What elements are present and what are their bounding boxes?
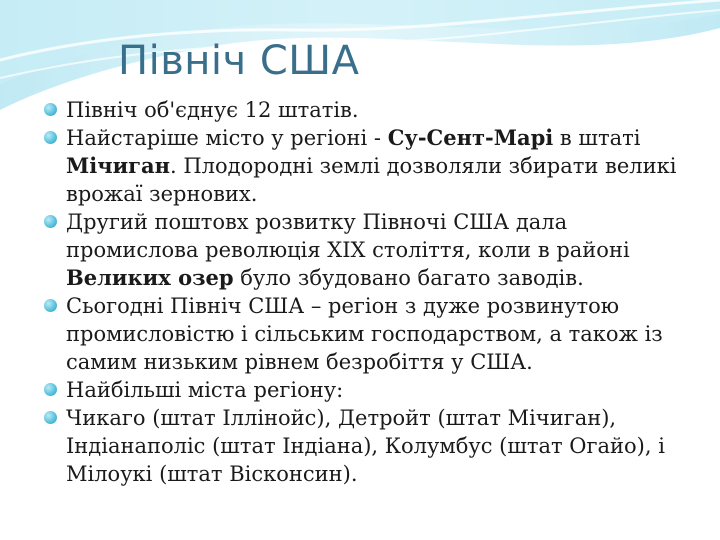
bullet-bold-text: Мічиган (66, 153, 171, 178)
bullet-dot-icon (44, 131, 57, 144)
bullet-dot-icon (44, 411, 57, 424)
bullet-text: Сьогодні Північ США – регіон з дуже розвинутою промисловістю і сільським господарством, а також із самим низьким рівнем безробіття у США. (66, 294, 663, 374)
bullet-item (44, 208, 704, 292)
bullet-bold-text: Су-Сент-Марі (387, 125, 554, 150)
bullet-item (44, 96, 704, 124)
bullet-text: . Плодородні землі дозволяли збирати великі врожаї зернових. (66, 154, 677, 206)
bullet-item (44, 376, 704, 404)
bullet-text: Чикаго (штат Іллінойс), Детройт (штат Мічиган), Індіанаполіс (штат Індіана), Колумбус (штат Огайо), і Мілоукі (штат Вісконсин). (66, 406, 665, 486)
bullet-text: було збудовано багато заводів. (233, 266, 584, 290)
slide-title: Північ США (118, 38, 360, 84)
bullet-dot-icon (44, 215, 57, 228)
bullet-item (44, 292, 704, 376)
bullet-item (44, 124, 704, 208)
bullet-dot-icon (44, 103, 57, 116)
bullet-dot-icon (44, 299, 57, 312)
bullet-text: в штаті (553, 126, 641, 150)
bullet-item (44, 404, 704, 488)
bullet-text: Другий поштовх розвитку Півночі США дала промислова революція XIX століття, коли в районі (66, 210, 630, 262)
bullet-dot-icon (44, 383, 57, 396)
bullet-text: Найбільші міста регіону: (66, 378, 344, 402)
bullet-list (44, 96, 704, 488)
bullet-bold-text: Великих озер (66, 265, 234, 290)
bullet-text: Північ об'єднує 12 штатів. (66, 98, 359, 122)
bullet-text: Найстаріше місто у регіоні - (66, 126, 388, 150)
